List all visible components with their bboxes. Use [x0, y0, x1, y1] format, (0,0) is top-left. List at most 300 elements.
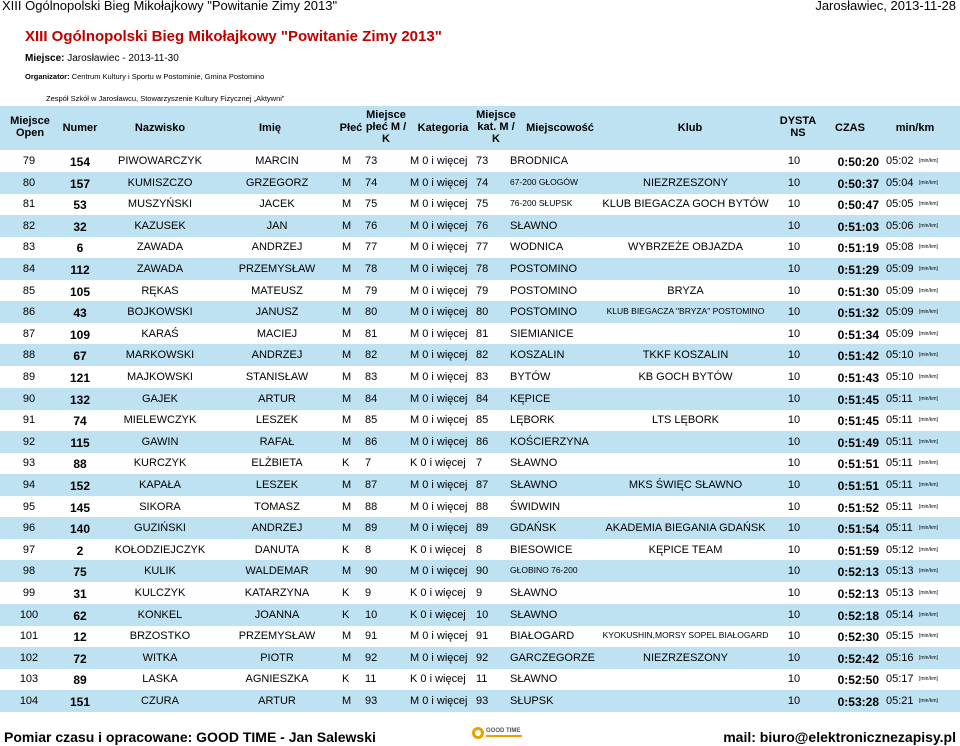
pace-unit: [min/km]: [919, 482, 938, 488]
cell-first-name: JAN: [266, 219, 288, 232]
cell-bib-number: 67: [73, 349, 87, 364]
cell-sex: M: [342, 284, 352, 297]
cell-distance: 10: [787, 263, 801, 275]
cell-time: 0:51:52: [837, 500, 879, 515]
col-plec: Płeć: [339, 122, 363, 134]
cell-place-open: 82: [22, 219, 36, 232]
cell-place-category: 8: [476, 543, 483, 556]
cell-first-name: GRZEGORZ: [245, 176, 309, 189]
cell-place-sex: 93: [365, 695, 378, 707]
cell-distance: 10: [787, 587, 801, 599]
cell-club: MKS ŚWIĘC SŁAWNO: [628, 479, 743, 491]
cell-pace: 05:21: [886, 695, 914, 707]
table-row: [0, 625, 960, 647]
cell-category: M 0 i więcej: [410, 479, 468, 491]
cell-bib-number: 62: [73, 608, 87, 623]
cell-category: M 0 i więcej: [410, 327, 468, 340]
cell-distance: 10: [787, 543, 801, 556]
cell-pace: 05:11: [886, 522, 913, 535]
cell-time: 0:51:49: [837, 435, 879, 450]
cell-place-category: 9: [476, 587, 483, 599]
cell-sex: M: [342, 371, 352, 383]
pace-unit: [min/km]: [919, 417, 938, 424]
cell-place-category: 92: [476, 651, 489, 664]
pace-unit: [min/km]: [919, 266, 938, 272]
cell-first-name: PRZEMYSŁAW: [238, 630, 316, 643]
cell-first-name: ANDRZEJ: [251, 241, 303, 254]
cell-sex: M: [342, 176, 352, 189]
cell-place-sex: 83: [365, 371, 378, 383]
col-miejsce-kat: Miejsce kat. M / K: [476, 109, 516, 145]
pace-unit: [min/km]: [919, 525, 938, 532]
pace-unit: [min/km]: [919, 568, 938, 575]
cell-pace: 05:17: [886, 673, 914, 686]
cell-place-category: 77: [476, 241, 489, 254]
cell-category: K 0 i więcej: [410, 457, 466, 470]
col-nazwisko: Nazwisko: [134, 122, 186, 134]
cell-place-open: 79: [22, 155, 36, 167]
cell-town: BRODNICA: [510, 155, 569, 167]
pace-unit: [min/km]: [919, 222, 938, 229]
cell-sex: M: [342, 219, 352, 232]
pace-unit: [min/km]: [919, 654, 938, 661]
cell-club: LTS LĘBORK: [651, 414, 720, 427]
cell-town: GŁOBINO 76-200: [510, 565, 578, 576]
cell-place-open: 104: [19, 695, 39, 707]
cell-place-open: 81: [22, 198, 36, 211]
cell-distance: 10: [787, 522, 801, 535]
cell-first-name: KATARZYNA: [244, 587, 310, 599]
cell-bib-number: 112: [70, 263, 90, 277]
event-title: XIII Ogólnopolski Bieg Mikołajkowy "Powitanie Zimy 2013": [25, 28, 442, 45]
cell-category: M 0 i więcej: [410, 651, 468, 664]
cell-bib-number: 89: [73, 673, 87, 688]
cell-time: 0:51:30: [837, 284, 879, 299]
cell-sex: K: [342, 543, 350, 556]
cell-pace: 05:10: [886, 349, 914, 362]
table-row: [0, 474, 960, 496]
pace-unit: [min/km]: [919, 590, 938, 596]
cell-time: 0:51:19: [837, 241, 879, 256]
cell-category: M 0 i więcej: [410, 435, 468, 448]
cell-pace: 05:14: [886, 608, 914, 621]
cell-club: TKKF KOSZALIN: [642, 349, 729, 362]
col-czas: CZAS: [835, 122, 865, 134]
table-row: [0, 150, 960, 172]
cell-surname: WITKA: [142, 651, 178, 664]
cell-place-open: 90: [22, 392, 36, 405]
cell-distance: 10: [787, 392, 801, 405]
cell-first-name: LESZEK: [255, 414, 299, 427]
cell-category: K 0 i więcej: [410, 587, 466, 599]
cell-pace: 05:11: [886, 435, 913, 448]
cell-bib-number: 32: [73, 219, 87, 234]
cell-first-name: JOANNA: [254, 608, 300, 621]
cell-first-name: STANISŁAW: [245, 371, 309, 383]
cell-distance: 10: [787, 630, 801, 643]
cell-place-open: 88: [22, 349, 36, 362]
cell-distance: 10: [787, 349, 801, 362]
cell-town: POSTOMINO: [510, 263, 578, 275]
cell-pace: 05:11: [886, 500, 913, 513]
cell-surname: GUZIŃSKI: [134, 522, 186, 535]
cell-place-open: 94: [22, 479, 36, 491]
cell-place-sex: 77: [365, 241, 378, 254]
cell-first-name: MARCIN: [255, 155, 299, 167]
pace-unit: [min/km]: [919, 611, 938, 618]
logo-text: GOOD TIME: [486, 728, 521, 734]
cell-surname: PIWOWARCZYK: [118, 155, 202, 167]
cell-sex: M: [342, 241, 352, 254]
cell-club: WYBRZEŻE OBJAZDA: [628, 241, 743, 254]
cell-time: 0:52:30: [837, 630, 879, 645]
cell-pace: 05:10: [886, 371, 914, 383]
cell-place-sex: 90: [365, 565, 378, 578]
cell-place-sex: 91: [365, 630, 378, 643]
table-row: [0, 323, 960, 345]
cell-place-open: 86: [22, 306, 36, 319]
cell-place-open: 89: [22, 371, 36, 383]
cell-place-category: 86: [476, 435, 489, 448]
cell-category: M 0 i więcej: [410, 241, 468, 254]
cell-pace: 05:13: [886, 587, 914, 599]
cell-sex: M: [342, 306, 352, 319]
cell-bib-number: 109: [69, 327, 91, 342]
cell-pace: 05:09: [886, 306, 914, 319]
cell-place-sex: 74: [365, 176, 378, 189]
cell-town: SŁAWNO: [510, 587, 558, 599]
cell-category: M 0 i więcej: [410, 695, 468, 707]
cell-place-sex: 88: [365, 500, 378, 513]
cell-bib-number: 43: [73, 306, 87, 321]
cell-surname: GAJEK: [141, 392, 179, 405]
cell-place-open: 84: [22, 263, 36, 275]
cell-category: M 0 i więcej: [410, 263, 468, 275]
pace-unit: [min/km]: [919, 352, 938, 359]
cell-town: 67-200 GŁOGÓW: [510, 176, 579, 187]
cell-category: M 0 i więcej: [410, 198, 468, 211]
cell-time: 0:50:37: [837, 176, 879, 191]
cell-pace: 05:09: [886, 263, 914, 275]
col-kategoria: Kategoria: [417, 122, 469, 134]
cell-distance: 10: [787, 155, 801, 167]
location-value: Jarosławiec - 2013-11-30: [67, 53, 179, 64]
cell-place-sex: 80: [365, 306, 378, 319]
cell-category: M 0 i więcej: [410, 392, 468, 405]
cell-pace: 05:16: [886, 651, 914, 664]
cell-pace: 05:13: [886, 565, 914, 578]
cell-surname: CZURA: [141, 695, 179, 707]
cell-town: KOSZALIN: [510, 349, 565, 362]
cell-surname: BRZOSTKO: [129, 630, 191, 643]
cell-surname: KULIK: [144, 565, 176, 578]
cell-place-open: 85: [22, 284, 36, 297]
cell-distance: 10: [787, 241, 801, 254]
cell-distance: 10: [787, 414, 801, 427]
table-row: [0, 301, 960, 323]
cell-place-sex: 78: [365, 263, 378, 275]
cell-place-category: 76: [476, 219, 489, 232]
col-imie: Imię: [258, 122, 281, 134]
cell-time: 0:52:18: [837, 608, 879, 623]
cell-distance: 10: [787, 565, 801, 578]
footer-contact-email: mail: biuro@elektronicznezapisy.pl: [723, 729, 956, 745]
cell-bib-number: 157: [69, 176, 91, 191]
cell-town: SŁAWNO: [510, 219, 558, 232]
cell-place-sex: 76: [365, 219, 378, 232]
cell-sex: M: [342, 392, 352, 405]
cell-first-name: ELŻBIETA: [251, 457, 303, 470]
cell-place-category: 10: [476, 608, 489, 621]
pace-unit: [min/km]: [919, 374, 938, 380]
cell-distance: 10: [787, 435, 801, 448]
cell-time: 0:52:42: [837, 651, 879, 666]
pace-unit: [min/km]: [919, 503, 938, 510]
cell-club: AKADEMIA BIEGANIA GDAŃSK: [605, 522, 766, 535]
cell-sex: M: [342, 327, 352, 340]
location-label: Miejsce:: [25, 53, 65, 64]
cell-bib-number: 151: [69, 695, 91, 709]
table-row: [0, 193, 960, 215]
cell-town: BIESOWICE: [510, 543, 573, 556]
cell-first-name: DANUTA: [254, 543, 300, 556]
cell-time: 0:52:50: [837, 673, 879, 688]
pace-unit: [min/km]: [919, 698, 938, 704]
cell-bib-number: 152: [69, 479, 91, 493]
cell-time: 0:51:45: [837, 392, 879, 407]
cell-place-open: 92: [22, 435, 36, 448]
cell-pace: 05:11: [886, 414, 913, 427]
cell-category: K 0 i więcej: [410, 543, 466, 556]
table-row: [0, 496, 960, 518]
cell-town: LĘBORK: [510, 414, 555, 427]
pace-unit: [min/km]: [919, 244, 938, 251]
cell-category: M 0 i więcej: [410, 371, 468, 383]
cell-first-name: LESZEK: [255, 479, 299, 491]
cell-place-open: 103: [19, 673, 39, 686]
table-row: [0, 539, 960, 561]
cell-club: KYOKUSHIN,MORSY SOPEL BIAŁOGARD: [602, 630, 769, 641]
cell-distance: 10: [787, 479, 801, 491]
table-row: [0, 280, 960, 302]
cell-surname: MUSZYŃSKI: [127, 198, 193, 211]
cell-club: KB GOCH BYTÓW: [638, 371, 733, 383]
cell-pace: 05:11: [886, 392, 913, 405]
cell-bib-number: 72: [73, 651, 87, 666]
cell-pace: 05:05: [886, 198, 914, 211]
cell-distance: 10: [787, 500, 801, 513]
table-row: [0, 366, 960, 388]
cell-surname: RĘKAS: [141, 284, 179, 297]
cell-town: BIAŁOGARD: [510, 630, 575, 643]
cell-place-sex: 11: [365, 673, 377, 686]
goodtime-logo: [470, 723, 530, 743]
pace-unit: [min/km]: [919, 460, 938, 467]
cell-town: SŁAWNO: [510, 457, 558, 470]
cell-time: 0:51:29: [837, 263, 879, 277]
cell-surname: MARKOWSKI: [125, 349, 195, 362]
cell-distance: 10: [787, 673, 801, 686]
cell-place-category: 79: [476, 284, 489, 297]
col-numer: Numer: [62, 122, 98, 134]
cell-sex: M: [342, 155, 352, 167]
col-open: [10, 115, 50, 139]
col-open-label: Miejsce Open: [10, 115, 50, 139]
cell-bib-number: 53: [73, 198, 87, 213]
cell-place-open: 95: [22, 500, 36, 513]
cell-place-open: 87: [22, 327, 36, 340]
header-event-name: XIII Ogólnopolski Bieg Mikołajkowy "Powitanie Zimy 2013": [2, 0, 338, 13]
cell-surname: KARAŚ: [141, 327, 179, 340]
pace-unit: [min/km]: [919, 438, 938, 445]
cell-town: GARCZEGORZE: [510, 651, 595, 664]
cell-time: 0:51:59: [837, 543, 879, 558]
col-miejsce-plec: Miejsce płeć M / K: [365, 109, 407, 145]
cell-surname: GAWIN: [141, 435, 179, 448]
cell-place-sex: 10: [365, 608, 378, 621]
cell-category: K 0 i więcej: [410, 673, 466, 686]
cell-first-name: PIOTR: [260, 651, 294, 664]
cell-sex: K: [342, 608, 350, 621]
cell-pace: 05:02: [886, 155, 914, 167]
cell-bib-number: 6: [76, 241, 84, 256]
cell-distance: 10: [787, 695, 801, 707]
cell-pace: 05:11: [886, 457, 913, 470]
cell-first-name: WALDEMAR: [245, 565, 309, 578]
cell-first-name: ARTUR: [258, 695, 296, 707]
cell-first-name: ANDRZEJ: [251, 349, 303, 362]
cell-pace: 05:11: [886, 479, 913, 491]
cell-town: SŁAWNO: [510, 608, 558, 621]
cell-place-open: 100: [19, 608, 39, 621]
cell-surname: MIELEWCZYK: [123, 414, 197, 427]
cell-surname: KAPAŁA: [139, 479, 181, 491]
cell-town: SŁAWNO: [510, 673, 558, 686]
table-row: [0, 560, 960, 582]
cell-town: GDAŃSK: [510, 522, 557, 535]
cell-place-sex: 92: [365, 651, 378, 664]
cell-bib-number: 88: [73, 457, 87, 472]
cell-place-sex: 7: [365, 457, 372, 470]
cell-bib-number: 74: [73, 414, 87, 429]
cell-club: KLUB BIEGACZA GOCH BYTÓW: [602, 198, 769, 211]
cell-place-open: 97: [22, 543, 36, 556]
cell-bib-number: 115: [70, 435, 90, 450]
cell-bib-number: 12: [73, 630, 87, 645]
cell-place-open: 99: [22, 587, 36, 599]
cell-pace: 05:12: [886, 543, 914, 556]
cell-first-name: AGNIESZKA: [245, 673, 309, 686]
pace-unit: [min/km]: [919, 676, 938, 683]
cell-place-category: 81: [476, 327, 489, 340]
pace-unit: [min/km]: [919, 201, 938, 208]
cell-place-category: 88: [476, 500, 489, 513]
cell-category: M 0 i więcej: [410, 306, 468, 319]
col-miejscowosc: Miejscowość: [526, 122, 594, 134]
cell-sex: M: [342, 630, 352, 643]
cell-surname: KONKEL: [137, 608, 183, 621]
cell-pace: 05:04: [886, 176, 914, 189]
cell-first-name: ARTUR: [258, 392, 296, 405]
table-row: [0, 517, 960, 539]
cell-first-name: TOMASZ: [254, 500, 300, 513]
cell-bib-number: 140: [69, 522, 91, 537]
cell-surname: KAZUSEK: [134, 219, 186, 232]
table-row: [0, 258, 960, 280]
cell-place-open: 98: [22, 565, 36, 578]
table-row: [0, 236, 960, 258]
cell-surname: KULCZYK: [134, 587, 186, 599]
cell-place-category: 73: [476, 155, 489, 167]
cell-town: POSTOMINO: [510, 306, 578, 319]
cell-surname: SIKORA: [139, 500, 181, 513]
pace-unit: [min/km]: [919, 179, 938, 186]
event-location: [25, 53, 179, 64]
cell-bib-number: 154: [69, 155, 91, 169]
table-row: [0, 215, 960, 237]
cell-town: 76-200 SŁUPSK: [510, 198, 573, 209]
cell-time: 0:51:34: [837, 327, 879, 342]
cell-time: 0:52:13: [837, 587, 879, 601]
cell-place-sex: 84: [365, 392, 378, 405]
cell-time: 0:50:20: [837, 155, 879, 169]
cell-sex: M: [342, 651, 352, 664]
cell-place-sex: 82: [365, 349, 378, 362]
table-row: [0, 690, 960, 712]
pace-unit: [min/km]: [919, 633, 938, 640]
cell-club: KLUB BIEGACZA "BRYZA" POSTOMINO: [606, 306, 765, 317]
co-organizer: Zespół Szkół w Jarosławcu, Stowarzyszenie Kultury Fizycznej „Aktywni”: [46, 94, 285, 103]
col-minkm: min/km: [895, 122, 935, 134]
cell-place-category: 80: [476, 306, 489, 319]
cell-place-category: 91: [476, 630, 489, 643]
table-row: [0, 172, 960, 194]
cell-distance: 10: [787, 457, 801, 470]
cell-distance: 10: [787, 651, 801, 664]
cell-place-sex: 79: [365, 284, 378, 297]
cell-place-open: 96: [22, 522, 36, 535]
cell-sex: M: [342, 522, 352, 535]
cell-surname: MAJKOWSKI: [126, 371, 193, 383]
cell-pace: 05:15: [886, 630, 914, 643]
cell-place-category: 7: [476, 457, 483, 470]
cell-bib-number: 31: [73, 587, 87, 601]
cell-place-sex: 81: [365, 327, 378, 340]
cell-distance: 10: [787, 176, 801, 189]
table-row: [0, 582, 960, 604]
cell-place-sex: 9: [365, 587, 372, 599]
cell-pace: 05:09: [886, 284, 914, 297]
cell-place-category: 90: [476, 565, 489, 578]
table-row: [0, 668, 960, 690]
page-header: [0, 0, 960, 14]
cell-category: M 0 i więcej: [410, 349, 468, 362]
pace-unit: [min/km]: [919, 309, 938, 316]
cell-first-name: MATEUSZ: [251, 284, 303, 297]
col-klub: Klub: [677, 122, 703, 134]
cell-club: KĘPICE TEAM: [648, 543, 723, 556]
cell-place-open: 93: [22, 457, 36, 470]
col-dystans: DYSTA NS: [779, 115, 817, 139]
cell-town: ŚWIDWIN: [510, 500, 561, 513]
cell-place-category: 84: [476, 392, 489, 405]
table-row: [0, 409, 960, 431]
cell-place-category: 75: [476, 198, 489, 211]
cell-club: BRYZA: [667, 284, 704, 297]
cell-first-name: MACIEJ: [256, 327, 298, 340]
cell-first-name: RAFAŁ: [259, 435, 295, 448]
cell-time: 0:51:42: [837, 349, 879, 364]
